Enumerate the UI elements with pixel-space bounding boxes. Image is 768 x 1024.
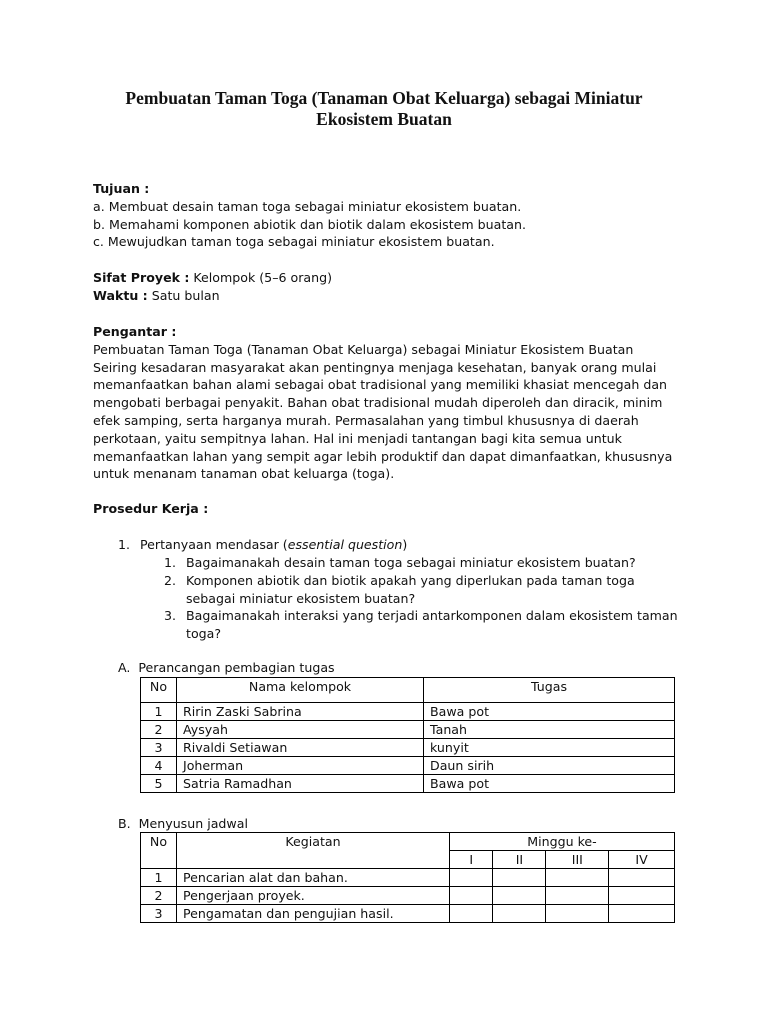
week-header: II	[493, 851, 546, 869]
table-row	[141, 703, 675, 721]
cell-tugas: Bawa pot	[424, 703, 675, 721]
cell-no: 2	[141, 721, 177, 739]
tujuan-item: c. Mewujudkan taman toga sebagai miniatur ekosistem buatan.	[93, 234, 495, 250]
pengantar-line: memanfaatkan bahan alami sebagai obat tradisional yang memiliki khasiat mencegah dan	[93, 377, 668, 393]
pengantar-section	[93, 323, 693, 483]
cell-week	[493, 869, 546, 887]
waktu-label: Waktu :	[93, 287, 148, 303]
header-tugas: Tugas	[424, 678, 675, 703]
cell-no: 3	[141, 739, 177, 757]
question-number: 1.	[164, 555, 177, 570]
table-row	[141, 869, 675, 887]
section-letter: A.	[118, 660, 131, 675]
question-number: 2.	[164, 572, 177, 588]
cell-kegiatan: Pengamatan dan pengujian hasil.	[177, 905, 450, 923]
tujuan-item: a. Membuat desain taman toga sebagai miniatur ekosistem buatan.	[93, 198, 522, 214]
question-item	[164, 554, 684, 572]
cell-week	[450, 905, 493, 923]
cell-week	[450, 869, 493, 887]
section-a-heading	[118, 659, 335, 677]
table-row	[141, 757, 675, 775]
table-row	[141, 739, 675, 757]
cell-tugas: kunyit	[424, 739, 675, 757]
question-text: toga?	[186, 626, 222, 642]
section-b-heading	[118, 815, 248, 833]
table-row	[141, 721, 675, 739]
essential-question-italic: essential question	[287, 537, 403, 552]
schedule-table	[140, 832, 675, 923]
header-minggu: Minggu ke-	[450, 833, 675, 851]
cell-week	[546, 905, 609, 923]
week-header: IV	[609, 851, 675, 869]
cell-no: 1	[141, 869, 177, 887]
sifat-proyek-value: Kelompok (5–6 orang)	[189, 270, 332, 285]
cell-no: 4	[141, 757, 177, 775]
question-item	[164, 572, 684, 608]
table-header-row	[141, 678, 675, 703]
question-list	[164, 554, 684, 643]
pengantar-heading: Pengantar :	[93, 324, 177, 339]
cell-week	[609, 905, 675, 923]
cell-kegiatan: Pencarian alat dan bahan.	[177, 869, 450, 887]
pengantar-line: Seiring kesadaran masyarakat akan pentingnya menjaga kesehatan, banyak orang mulai	[93, 359, 657, 375]
cell-week	[493, 905, 546, 923]
header-no: No	[141, 678, 177, 703]
cell-week	[546, 869, 609, 887]
cell-nama: Aysyah	[177, 721, 424, 739]
tujuan-item: b. Memahami komponen abiotik dan biotik dalam ekosistem buatan.	[93, 216, 526, 232]
week-header: III	[546, 851, 609, 869]
section-title: Perancangan pembagian tugas	[138, 660, 335, 675]
cell-no: 5	[141, 775, 177, 793]
section-letter: B.	[118, 816, 131, 831]
pengantar-line: efek samping, serta harganya murah. Permasalahan yang timbul khususnya di daerah	[93, 412, 639, 428]
list-number: 1.	[118, 537, 131, 552]
project-info	[93, 269, 693, 305]
prosedur-heading: Prosedur Kerja :	[93, 501, 209, 516]
sifat-proyek-label: Sifat Proyek :	[93, 270, 190, 285]
header-nama: Nama kelompok	[177, 678, 424, 703]
section-title: Menyusun jadwal	[138, 816, 248, 831]
pengantar-line: perkotaan, yaitu sempitnya lahan. Hal ini menjadi tantangan bagi kita semua untuk	[93, 430, 622, 446]
table-row	[141, 905, 675, 923]
essential-question-item	[118, 536, 407, 554]
header-kegiatan: Kegiatan	[177, 833, 450, 869]
cell-no: 1	[141, 703, 177, 721]
question-text: Bagaimanakah desain taman toga sebagai miniatur ekosistem buatan?	[186, 555, 636, 570]
essential-question-prefix: Pertanyaan mendasar (	[140, 537, 288, 552]
table-row	[141, 775, 675, 793]
question-number: 3.	[164, 608, 177, 624]
cell-week	[493, 887, 546, 905]
pengantar-line: memanfaatkan lahan yang sempit agar lebih produktif dan dapat dimanfaatkan, khususnya	[93, 448, 673, 464]
cell-week	[546, 887, 609, 905]
cell-no: 2	[141, 887, 177, 905]
week-header: I	[450, 851, 493, 869]
cell-no: 3	[141, 905, 177, 923]
header-no: No	[141, 833, 177, 869]
cell-nama: Ririn Zaski Sabrina	[177, 703, 424, 721]
waktu-value: Satu bulan	[147, 287, 220, 303]
cell-tugas: Daun sirih	[424, 757, 675, 775]
sifat-proyek-line	[93, 269, 693, 287]
pengantar-line: untuk menanam tanaman obat keluarga (toga).	[93, 466, 395, 482]
cell-tugas: Bawa pot	[424, 775, 675, 793]
tujuan-heading: Tujuan :	[93, 181, 150, 196]
cell-nama: Joherman	[177, 757, 424, 775]
tujuan-section	[93, 180, 693, 251]
document-title: Pembuatan Taman Toga (Tanaman Obat Keluarga) sebagai Miniatur Ekosistem Buatan	[125, 88, 643, 129]
cell-tugas: Tanah	[424, 721, 675, 739]
essential-question-suffix: )	[402, 537, 408, 552]
table-header-row	[141, 833, 675, 851]
cell-nama: Rivaldi Setiawan	[177, 739, 424, 757]
pengantar-line: Pembuatan Taman Toga (Tanaman Obat Keluarga) sebagai Miniatur Ekosistem Buatan	[93, 341, 634, 357]
question-text: sebagai miniatur ekosistem buatan?	[186, 590, 416, 606]
table-row	[141, 887, 675, 905]
question-text: Bagaimanakah interaksi yang terjadi antarkomponen dalam ekosistem taman	[186, 608, 678, 624]
cell-week	[609, 887, 675, 905]
pengantar-line: mengobati berbagai penyakit. Bahan obat tradisional mudah diperoleh dan diracik, minim	[93, 395, 663, 411]
cell-kegiatan: Pengerjaan proyek.	[177, 887, 450, 905]
waktu-line	[93, 287, 693, 305]
cell-week	[450, 887, 493, 905]
task-table	[140, 677, 675, 793]
cell-nama: Satria Ramadhan	[177, 775, 424, 793]
question-text: Komponen abiotik dan biotik apakah yang diperlukan pada taman toga	[186, 572, 635, 588]
question-item	[164, 607, 684, 643]
cell-week	[609, 869, 675, 887]
